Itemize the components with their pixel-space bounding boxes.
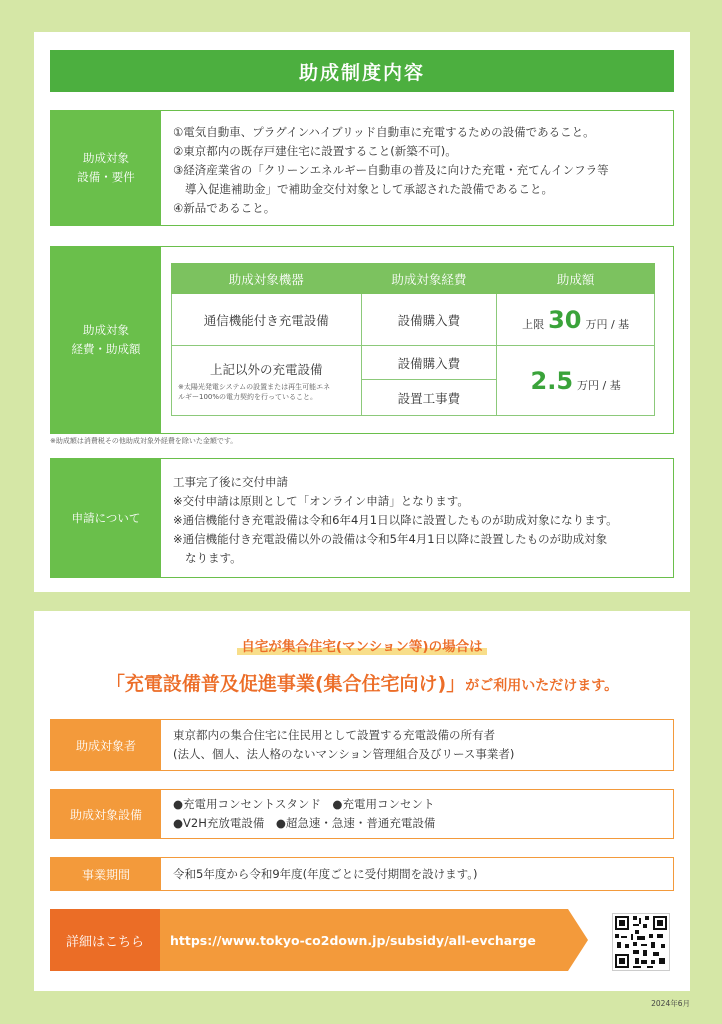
detail-label: 詳細はこちら [50, 909, 160, 971]
qr-code-icon[interactable] [612, 913, 670, 971]
period-row [50, 857, 674, 891]
period-text: 令和5年度から令和9年度(年度ごとに受付期間を設けます。) [173, 866, 478, 881]
headline-condition [34, 635, 690, 655]
target-body [161, 720, 673, 770]
table-cell-device: 通信機能付き充電設備 [172, 294, 362, 346]
eligibility-line: ④新品であること。 [173, 201, 276, 215]
footnote: ※助成額は消費税その他助成対象外経費を除いた金額です。 [50, 437, 238, 445]
equipment-body [161, 790, 673, 838]
target-line: (法人、個人、法人格のないマンション管理組合及びリース事業者) [173, 747, 515, 761]
table-header: 助成対象機器 [172, 264, 362, 294]
target-label: 助成対象者 [51, 720, 161, 770]
amount-value: 2.5 [530, 366, 574, 395]
eligibility-line: 導入促進補助金」で補助金交付対象として承認された設備であること。 [185, 182, 553, 196]
application-line: ※交付申請は原則として「オンライン申請」となります。 [173, 494, 469, 508]
table-cell-device [172, 346, 362, 416]
subsidy-details-panel [34, 32, 690, 592]
qr-code-graphic [613, 914, 669, 970]
period-body [161, 858, 673, 890]
equipment-line: ●充電用コンセントスタンド ●充電用コンセント [173, 797, 435, 811]
eligibility-body [161, 111, 673, 225]
equipment-line: ●V2H充放電設備 ●超急速・急速・普通充電設備 [173, 816, 436, 830]
costs-row [50, 246, 674, 434]
costs-label: 助成対象 経費・助成額 [51, 247, 161, 433]
headline-program [34, 669, 690, 696]
amount-unit: 万円 / 基 [577, 378, 621, 392]
amount-value: 30 [548, 305, 582, 334]
eligibility-row [50, 110, 674, 226]
amount-unit: 万円 / 基 [585, 317, 630, 331]
table-cell-amount [497, 294, 655, 346]
application-line: ※通信機能付き充電設備以外の設備は令和5年4月1日以降に設置したものが助成対象 [173, 532, 608, 546]
equipment-row [50, 789, 674, 839]
program-name: 「充電設備普及促進事業(集合住宅向け)」 [105, 673, 466, 695]
eligibility-line: ③経済産業省の「クリーンエネルギー自動車の普及に向けた充電・充てんインフラ等 [173, 163, 609, 177]
table-cell-amount [497, 346, 655, 416]
device-note: ※太陽光発電システムの設置または再生可能エネ ルギー100%の電力契約を行っていること。 [178, 382, 331, 401]
device-name: 上記以外の充電設備 [210, 361, 323, 377]
apartment-program-panel [34, 611, 690, 991]
application-line: 工事完了後に交付申請 [173, 475, 288, 489]
period-label: 事業期間 [51, 858, 161, 890]
eligibility-line: ①電気自動車、プラグインハイブリッド自動車に充電するための設備であること。 [173, 125, 595, 139]
table-cell-cost: 設置工事費 [361, 380, 497, 416]
table-header: 助成対象経費 [361, 264, 497, 294]
table-cell-cost: 設備購入費 [361, 294, 497, 346]
table-header: 助成額 [497, 264, 655, 294]
program-sub: がご利用いただけます。 [465, 678, 619, 694]
costs-body [161, 247, 673, 433]
application-line: ※通信機能付き充電設備は令和6年4月1日以降に設置したものが助成対象になります。 [173, 513, 618, 527]
eligibility-line: ②東京都内の既存戸建住宅に設置すること(新築不可)。 [173, 144, 457, 158]
headline-condition-text: 自宅が集合住宅(マンション等)の場合は [237, 639, 486, 655]
application-body [161, 459, 673, 577]
application-line: なります。 [185, 551, 242, 565]
table-cell-cost: 設備購入費 [361, 346, 497, 380]
application-label: 申請について [51, 459, 161, 577]
section-title: 助成制度内容 [50, 50, 674, 92]
target-row [50, 719, 674, 771]
eligibility-label: 助成対象 設備・要件 [51, 111, 161, 225]
target-line: 東京都内の集合住宅に住民用として設置する充電設備の所有者 [173, 728, 495, 742]
amount-prefix: 上限 [522, 317, 545, 331]
issue-date: 2024年6月 [651, 999, 690, 1008]
subsidy-table [171, 263, 655, 416]
equipment-label: 助成対象設備 [51, 790, 161, 838]
application-row [50, 458, 674, 578]
detail-url-link[interactable]: https://www.tokyo-co2down.jp/subsidy/all-evcharge [170, 932, 536, 948]
